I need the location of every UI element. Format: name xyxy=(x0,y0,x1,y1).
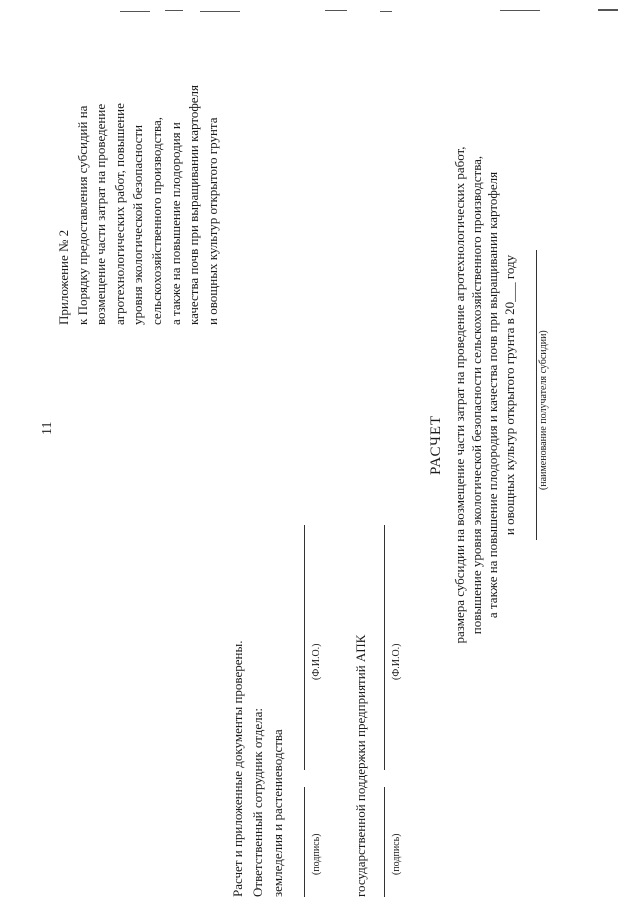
signature-caption-2: (подпись) xyxy=(391,833,402,875)
name-caption: (Ф.И.О.) xyxy=(311,643,322,680)
verification-block xyxy=(228,477,288,897)
calculation-line: а также на повышение плодородия и качества почв при выращивании картофеля xyxy=(485,171,500,619)
verification-line: Ответственный сотрудник отдела: xyxy=(250,707,265,897)
calculation-line: размера субсидии на возмещение части затрат на проведение агротехнологических работ, xyxy=(452,146,467,644)
recipient-line xyxy=(536,250,537,540)
calculation-description xyxy=(452,45,518,745)
appendix-line: и овощных культур открытого грунта xyxy=(204,117,220,325)
signature-line xyxy=(304,787,305,897)
name-caption-2: (Ф.И.О.) xyxy=(391,643,402,680)
recipient-caption: (наименование получателя субсидии) xyxy=(538,330,549,490)
verification-line: земледелия и растениеводства xyxy=(270,729,285,897)
department-label: государственной поддержки предприятий АПК xyxy=(353,634,368,897)
name-line xyxy=(304,525,305,770)
appendix-line: сельскохозяйственного производства, xyxy=(148,116,164,325)
page-number: 11 xyxy=(40,421,55,435)
calculation-line: и овощных культур открытого грунта в 20___ году xyxy=(501,254,517,536)
appendix-line: агротехнологических работ, повышение xyxy=(111,103,127,325)
appendix-line: Приложение № 2 xyxy=(56,229,71,325)
appendix-line: а также на повышение плодородия и xyxy=(167,122,183,325)
signature-caption: (подпись) xyxy=(311,833,322,875)
verification-line: Расчет и приложенные документы проверены. xyxy=(230,640,245,897)
appendix-line: качества почв при выращивании картофеля xyxy=(186,84,202,325)
name-line-2 xyxy=(384,525,385,770)
appendix-header xyxy=(55,5,222,325)
appendix-line: возмещение части затрат на проведение xyxy=(93,103,109,325)
appendix-line: уровня экологической безопасности xyxy=(130,124,146,325)
calculation-title: РАСЧЕТ xyxy=(428,414,444,475)
signature-line-2 xyxy=(384,787,385,897)
calculation-line: повышение уровня экологической безопасности сельскохозяйственного производства, xyxy=(468,155,484,635)
appendix-line: к Порядку предоставления субсидий на xyxy=(74,105,90,325)
